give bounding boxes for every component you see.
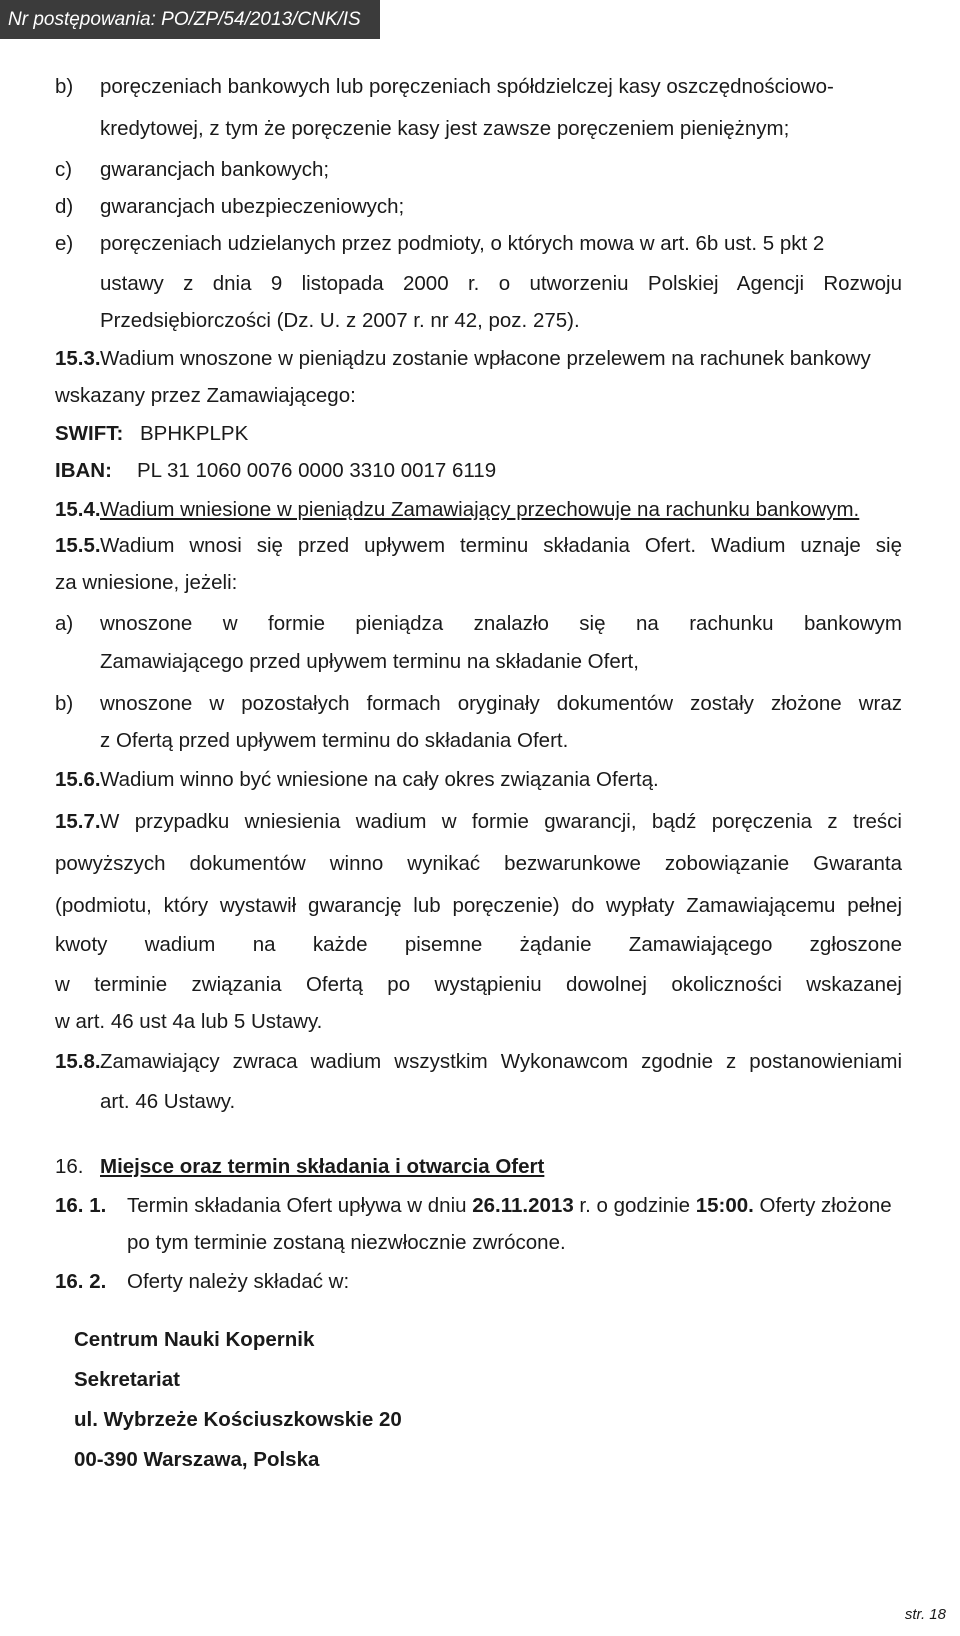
document-number: Nr postępowania: PO/ZP/54/2013/CNK/IS [8, 9, 361, 30]
section-number: 15.8. [55, 1050, 101, 1073]
text-line-justified: W przypadku wniesienia wadium w formie gwarancji, bądź poręczenia z treści [100, 810, 902, 833]
text-line: Zamawiającego przed upływem terminu na składanie Ofert, [100, 650, 639, 673]
text-line: poręczeniach bankowych lub poręczeniach spółdzielczej kasy oszczędnościowo- [100, 75, 834, 98]
item-marker: d) [55, 195, 74, 218]
text-line: z Ofertą przed upływem terminu do składania Ofert. [100, 729, 569, 752]
text-line: po tym terminie zostaną niezwłocznie zwrócone. [127, 1231, 566, 1254]
item-marker: e) [55, 232, 74, 255]
text-line: Wadium wnoszone w pieniądzu zostanie wpłacone przelewem na rachunek bankowy [100, 347, 871, 370]
section-number: 15.4. [55, 498, 101, 521]
text-line: Wadium wniesione w pieniądzu Zamawiający przechowuje na rachunku bankowym. [100, 498, 860, 521]
page-number: str. 18 [904, 1606, 946, 1623]
swift-code: BPHKPLPK [140, 422, 249, 445]
deadline-time: 15:00. [695, 1194, 754, 1217]
text-line-justified: (podmiotu, który wystawił gwarancję lub poręczenie) do wypłaty Zamawiającemu pełnej [55, 894, 902, 917]
text-line-justified: Wadium wnosi się przed upływem terminu składania Ofert. Wadium uznaje się [100, 534, 902, 557]
text-line-justified: wnoszone w formie pieniądza znalazło się na rachunku bankowym [100, 612, 902, 635]
deadline-text-mid: r. o godzinie [573, 1194, 696, 1217]
deadline-text-post: Oferty złożone [753, 1194, 892, 1217]
section-number: 16. 2. [55, 1270, 107, 1293]
deadline-line [127, 1192, 892, 1220]
deadline-text-pre: Termin składania Ofert upływa w dniu [127, 1194, 473, 1217]
text-line: w art. 46 ust 4a lub 5 Ustawy. [55, 1010, 323, 1033]
text-line-justified: ustawy z dnia 9 listopada 2000 r. o utworzeniu Polskiej Agencji Rozwoju [100, 272, 902, 295]
text-line: gwarancjach bankowych; [100, 158, 330, 181]
section-number: 16. 1. [55, 1194, 107, 1217]
swift-label: SWIFT: [55, 422, 124, 445]
iban-label: IBAN: [55, 459, 112, 482]
section-number: 15.5. [55, 534, 101, 557]
item-marker: a) [55, 612, 74, 635]
section-number: 15.6. [55, 768, 101, 791]
item-marker: c) [55, 158, 73, 181]
section-number: 15.7. [55, 810, 101, 833]
text-line: gwarancjach ubezpieczeniowych; [100, 195, 405, 218]
text-line-justified: wnoszone w pozostałych formach oryginały dokumentów zostały złożone wraz [100, 692, 902, 715]
text-line: kredytowej, z tym że poręczenie kasy jest zawsze poręczeniem pieniężnym; [100, 117, 790, 140]
text-line-justified: w terminie związania Ofertą po wystąpieniu dowolnej okoliczności wskazanej [55, 973, 902, 996]
item-marker: b) [55, 692, 74, 715]
address-line: ul. Wybrzeże Kościuszkowskie 20 [74, 1408, 402, 1431]
text-line-justified: kwoty wadium na każde pisemne żądanie Zamawiającego zgłoszone [55, 933, 902, 956]
text-line-justified: Zamawiający zwraca wadium wszystkim Wykonawcom zgodnie z postanowieniami [100, 1050, 902, 1073]
item-marker: b) [55, 75, 74, 98]
deadline-date: 26.11.2013 [472, 1194, 574, 1217]
text-line: art. 46 Ustawy. [100, 1090, 236, 1113]
text-line: poręczeniach udzielanych przez podmioty, o których mowa w art. 6b ust. 5 pkt 2 [100, 232, 825, 255]
text-line: wskazany przez Zamawiającego: [55, 384, 356, 407]
text-line: za wniesione, jeżeli: [55, 571, 238, 594]
document-header [0, 0, 380, 39]
address-line: Centrum Nauki Kopernik [74, 1328, 315, 1351]
address-line: Sekretariat [74, 1368, 180, 1391]
iban-number: PL 31 1060 0076 0000 3310 0017 6119 [137, 459, 497, 482]
section-16-number: 16. [55, 1155, 84, 1178]
text-line: Wadium winno być wniesione na cały okres związania Ofertą. [100, 768, 659, 791]
text-line-justified: powyższych dokumentów winno wynikać bezwarunkowe zobowiązanie Gwaranta [55, 852, 902, 875]
section-16-heading: Miejsce oraz termin składania i otwarcia Ofert [100, 1155, 545, 1178]
text-line: Oferty należy składać w: [127, 1270, 350, 1293]
section-number: 15.3. [55, 347, 101, 370]
address-line: 00-390 Warszawa, Polska [74, 1448, 320, 1471]
text-line: Przedsiębiorczości (Dz. U. z 2007 r. nr 42, poz. 275). [100, 309, 580, 332]
